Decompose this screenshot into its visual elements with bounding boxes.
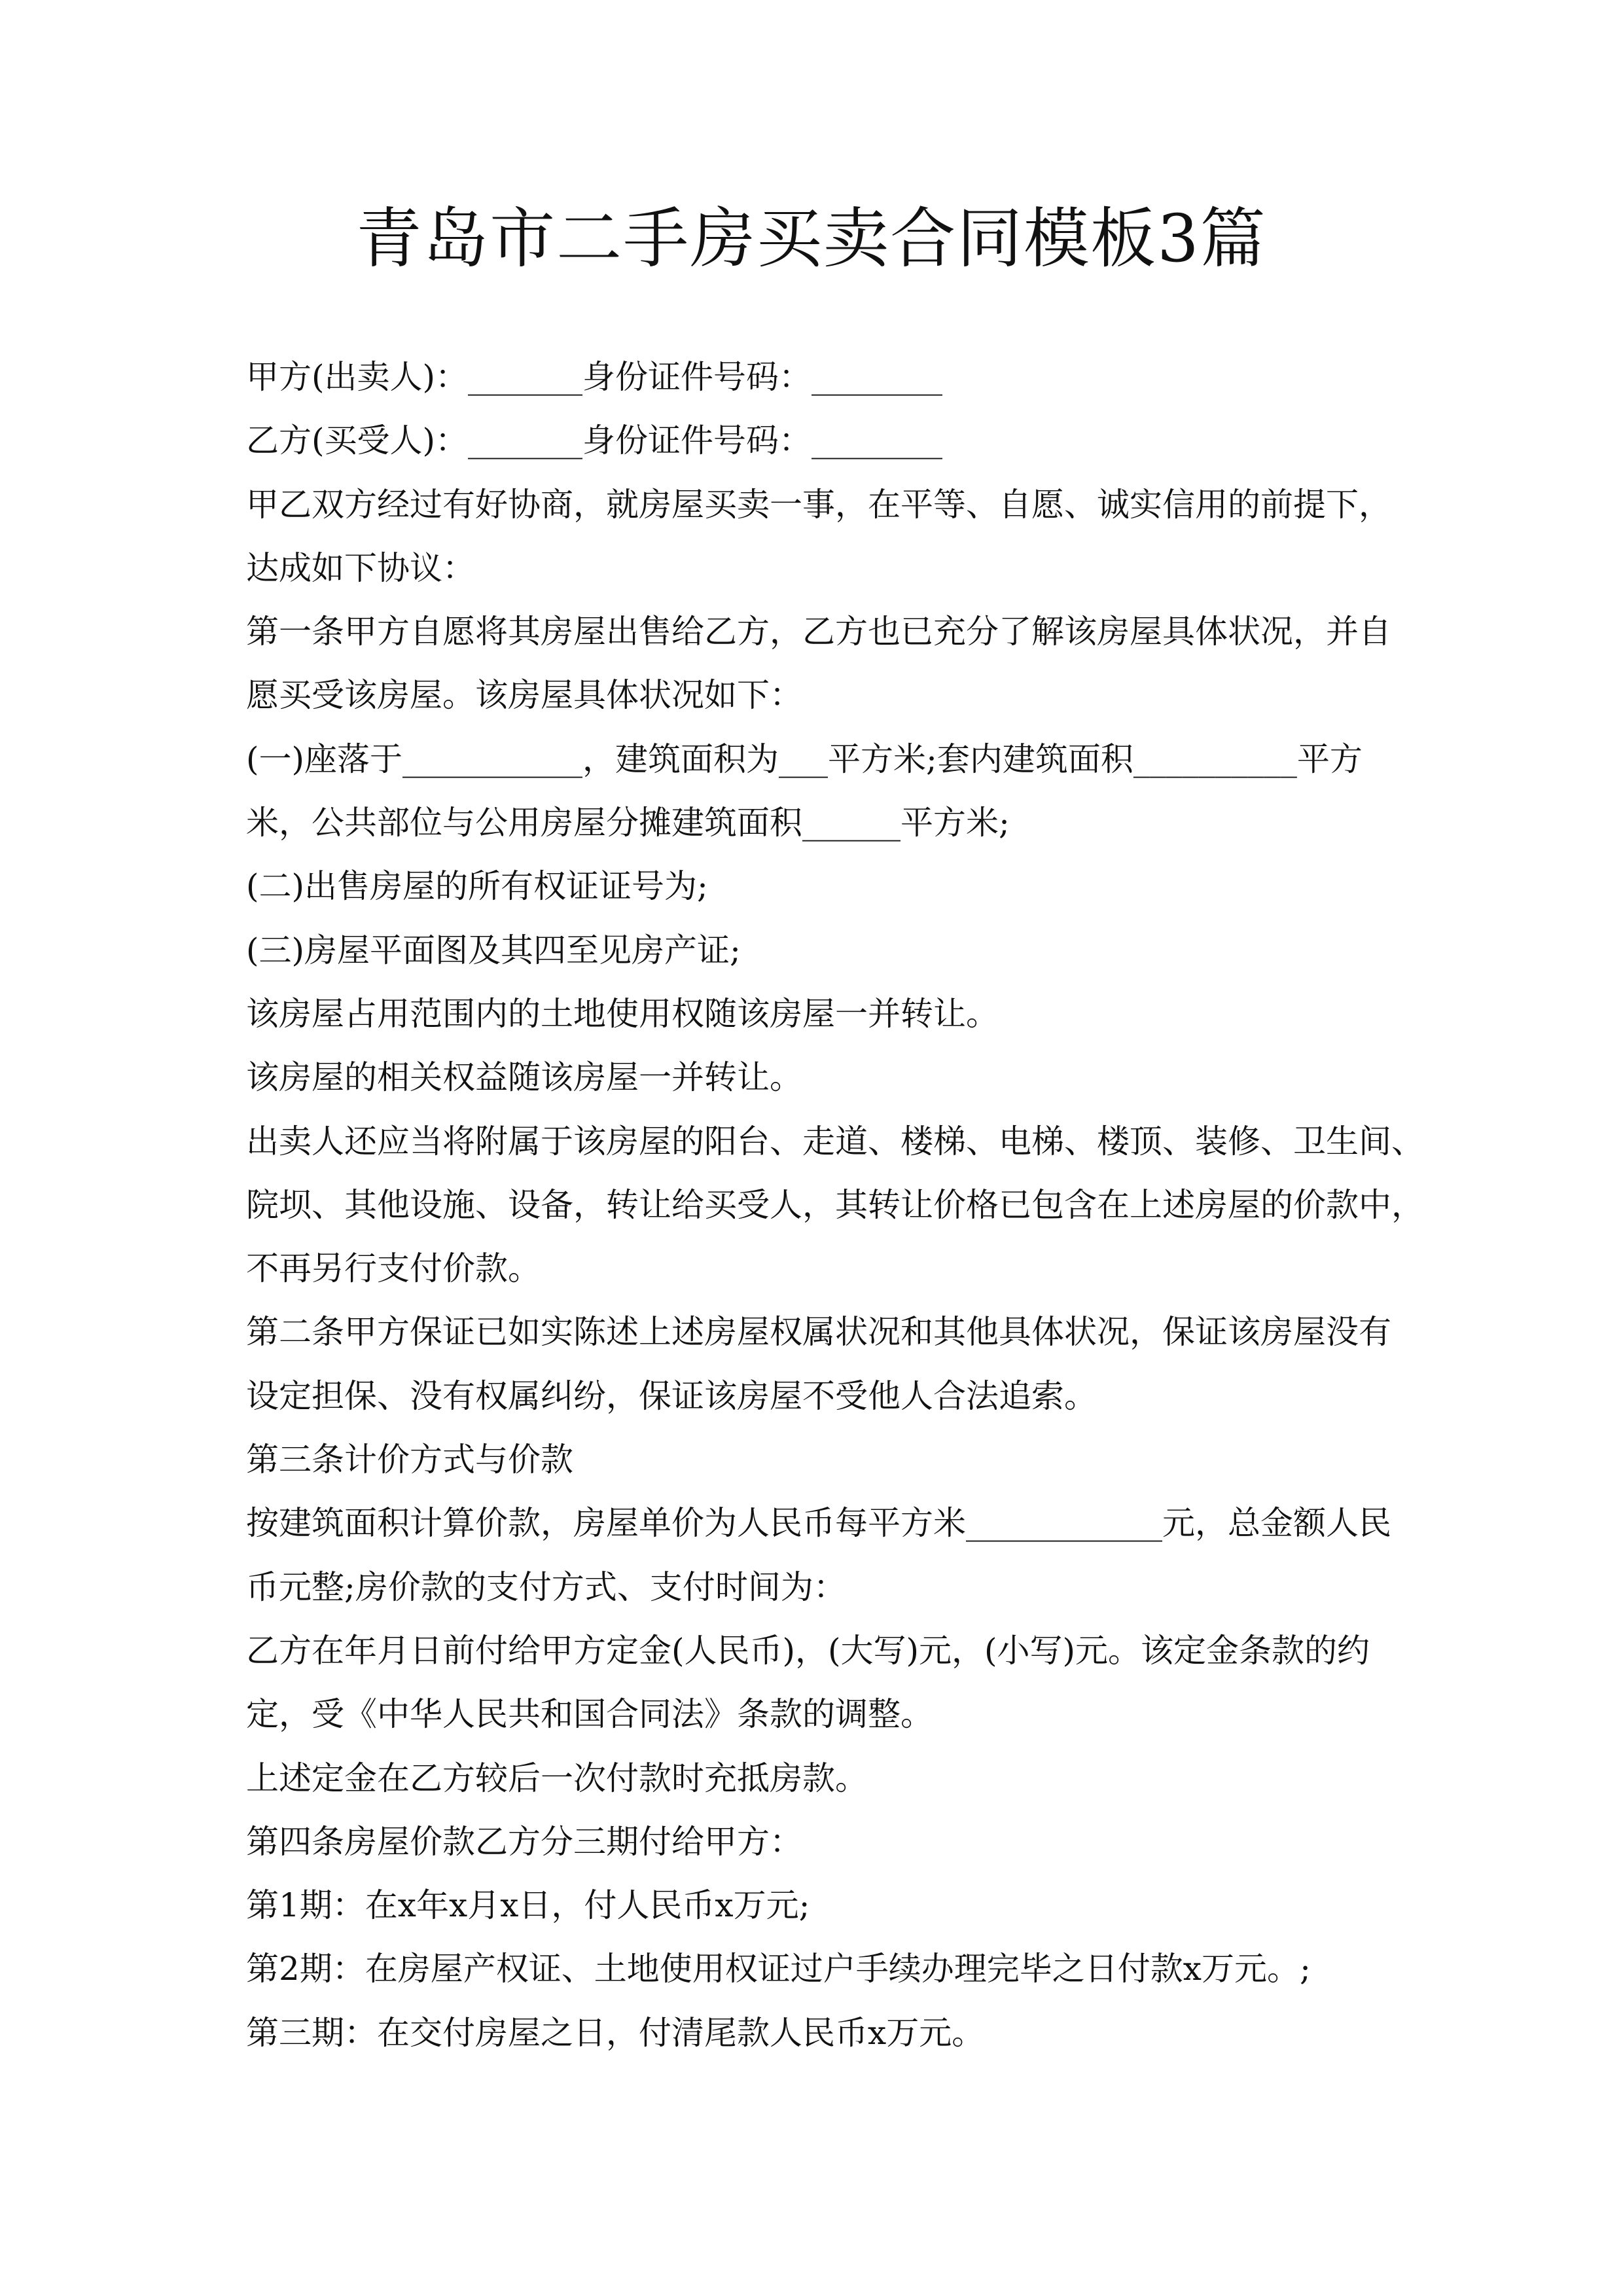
paragraph-line: (二)出售房屋的所有权证证号为; xyxy=(246,867,708,906)
paragraph-line: 第1期：在x年x月x日，付人民币x万元; xyxy=(246,1886,810,1925)
paragraph-line: 院坝、其他设施、设备，转让给买受人，其转让价格已包含在上述房屋的价款中， xyxy=(246,1185,1424,1224)
paragraph-line: 该房屋的相关权益随该房屋一并转让。 xyxy=(246,1058,802,1097)
paragraph-line: 出卖人还应当将附属于该房屋的阳台、走道、楼梯、电梯、楼顶、装修、卫生间、 xyxy=(246,1122,1424,1160)
paragraph-line: 乙方在年月日前付给甲方定金(人民币)，(大写)元，(小写)元。该定金条款的约 xyxy=(246,1631,1370,1670)
paragraph-line: 愿买受该房屋。该房屋具体状况如下： xyxy=(246,676,802,715)
paragraph-line: 不再另行支付价款。 xyxy=(246,1249,541,1288)
paragraph-line: 达成如下协议： xyxy=(246,548,475,587)
paragraph-line: 甲方(出卖人)：_______身份证件号码：________ xyxy=(246,358,943,396)
paragraph-line: 乙方(买受人)：_______身份证件号码：________ xyxy=(246,422,943,460)
paragraph-line: (三)房屋平面图及其四至见房产证; xyxy=(246,931,741,969)
paragraph-line: 甲乙双方经过有好协商，就房屋买卖一事，在平等、自愿、诚实信用的前提下， xyxy=(246,485,1391,524)
document-body xyxy=(246,346,1424,2065)
paragraph-line: 设定担保、没有权属纠纷，保证该房屋不受他人合法追索。 xyxy=(246,1376,1097,1415)
paragraph-line: 定，受《中华人民共和国合同法》条款的调整。 xyxy=(246,1695,933,1734)
paragraph-line: 米，公共部位与公用房屋分摊建筑面积______平方米; xyxy=(246,804,1010,842)
paragraph-line: 第四条房屋价款乙方分三期付给甲方： xyxy=(246,1822,802,1861)
paragraph-line: 币元整;房价款的支付方式、支付时间为： xyxy=(246,1568,846,1606)
paragraph-line: 第2期：在房屋产权证、土地使用权证过户手续办理完毕之日付款x万元。; xyxy=(246,1950,1311,1988)
paragraph-line: 第一条甲方自愿将其房屋出售给乙方，乙方也已充分了解该房屋具体状况，并自 xyxy=(246,613,1391,651)
paragraph-line: 按建筑面积计算价款，房屋单价为人民币每平方米____________元，总金额人民 xyxy=(246,1504,1391,1543)
paragraph-line: 该房屋占用范围内的土地使用权随该房屋一并转让。 xyxy=(246,994,999,1033)
paragraph-line: 第二条甲方保证已如实陈述上述房屋权属状况和其他具体状况，保证该房屋没有 xyxy=(246,1313,1391,1352)
paragraph-line: 上述定金在乙方较后一次付款时充抵房款。 xyxy=(246,1759,868,1797)
paragraph-line: 第三期：在交付房屋之日，付清尾款人民币x万元。 xyxy=(246,2013,985,2052)
paragraph-line: 第三条计价方式与价款 xyxy=(246,1441,573,1479)
document-title: 青岛市二手房买卖合同模板3篇 xyxy=(356,200,1267,277)
paragraph-line: (一)座落于___________，建筑面积为___平方米;套内建筑面积__________平方 xyxy=(246,740,1363,778)
